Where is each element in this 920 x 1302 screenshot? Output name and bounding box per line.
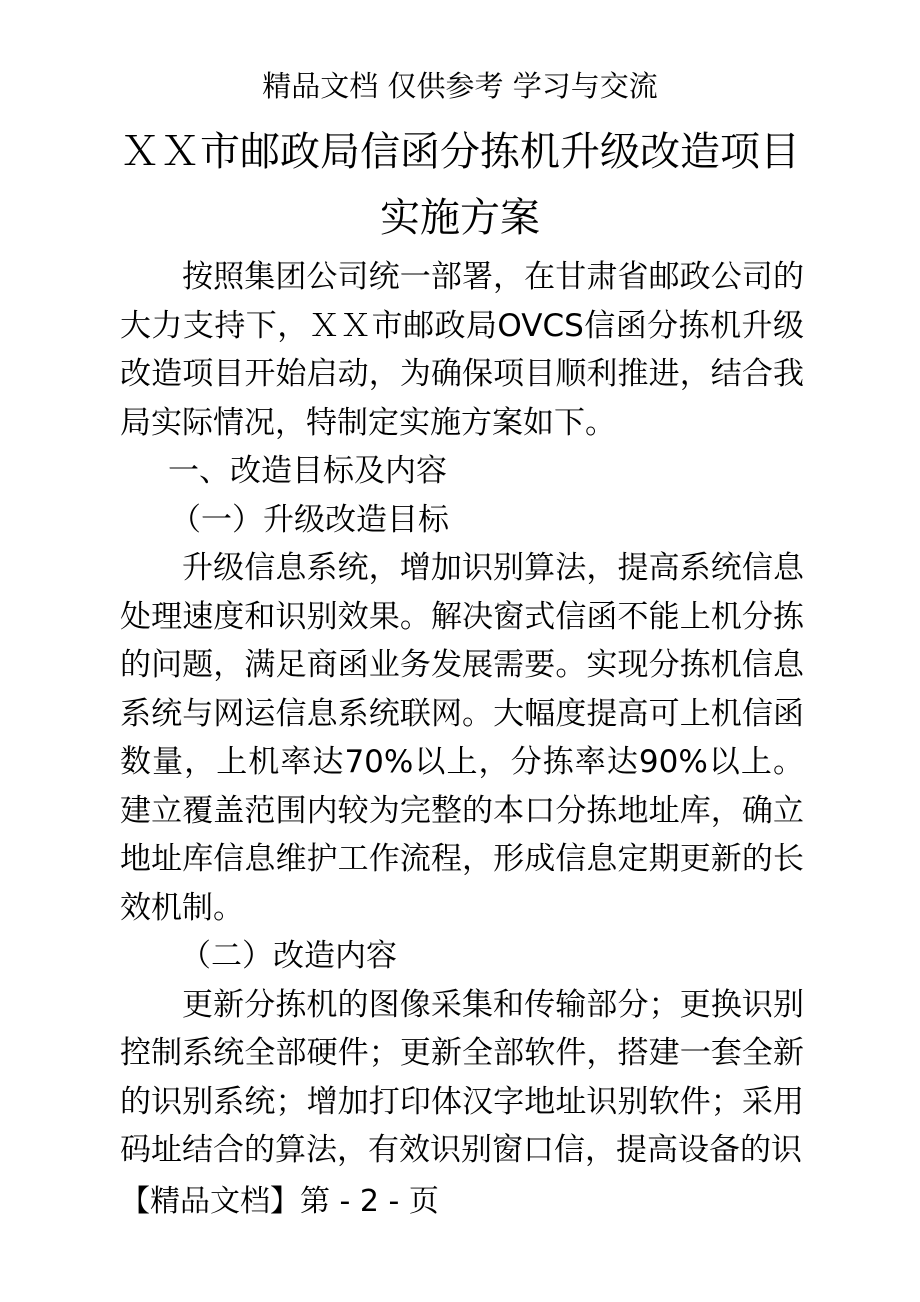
header-note: 精品文档 仅供参考 学习与交流 xyxy=(262,69,658,103)
content-paragraph: 更新分拣机的图像采集和传输部分；更换识别控制系统全部硬件；更新全部软件，搭建一套全新的识别系统；增加打印体汉字地址识别软件；采用码址结合的算法，有效识别窗口信，提高设备的识 xyxy=(120,986,804,1168)
section-heading-1: 一、改造目标及内容 xyxy=(168,453,447,489)
goal-paragraph: 升级信息系统，增加识别算法，提高系统信息处理速度和识别效果。解决窗式信函不能上机分拣的问题，满足商函业务发展需要。实现分拣机信息系统与网运信息系统联网。大幅度提高可上机信函数量，上机率达70%以上，分拣率达90%以上。建立覆盖范围内较为完整的本口分拣地址库，确立地址库信息维护工作流程，形成信息定期更新的长效机制。 xyxy=(120,550,804,926)
page-footer: 【精品文档】第 - 2 - 页 xyxy=(120,1184,439,1219)
subsection-heading-2: （二）改造内容 xyxy=(180,938,397,974)
intro-paragraph: 按照集团公司统一部署，在甘肃省邮政公司的大力支持下，ＸＸ市邮政局OVCS信函分拣机升级改造项目开始启动，为确保项目顺利推进，结合我局实际情况，特制定实施方案如下。 xyxy=(120,259,804,441)
document-title-line-1: ＸＸ市邮政局信函分拣机升级改造项目 xyxy=(120,129,800,175)
document-body xyxy=(120,253,804,1175)
subsection-heading-1: （一）升级改造目标 xyxy=(170,501,449,538)
document-title-line-2: 实施方案 xyxy=(380,195,540,241)
